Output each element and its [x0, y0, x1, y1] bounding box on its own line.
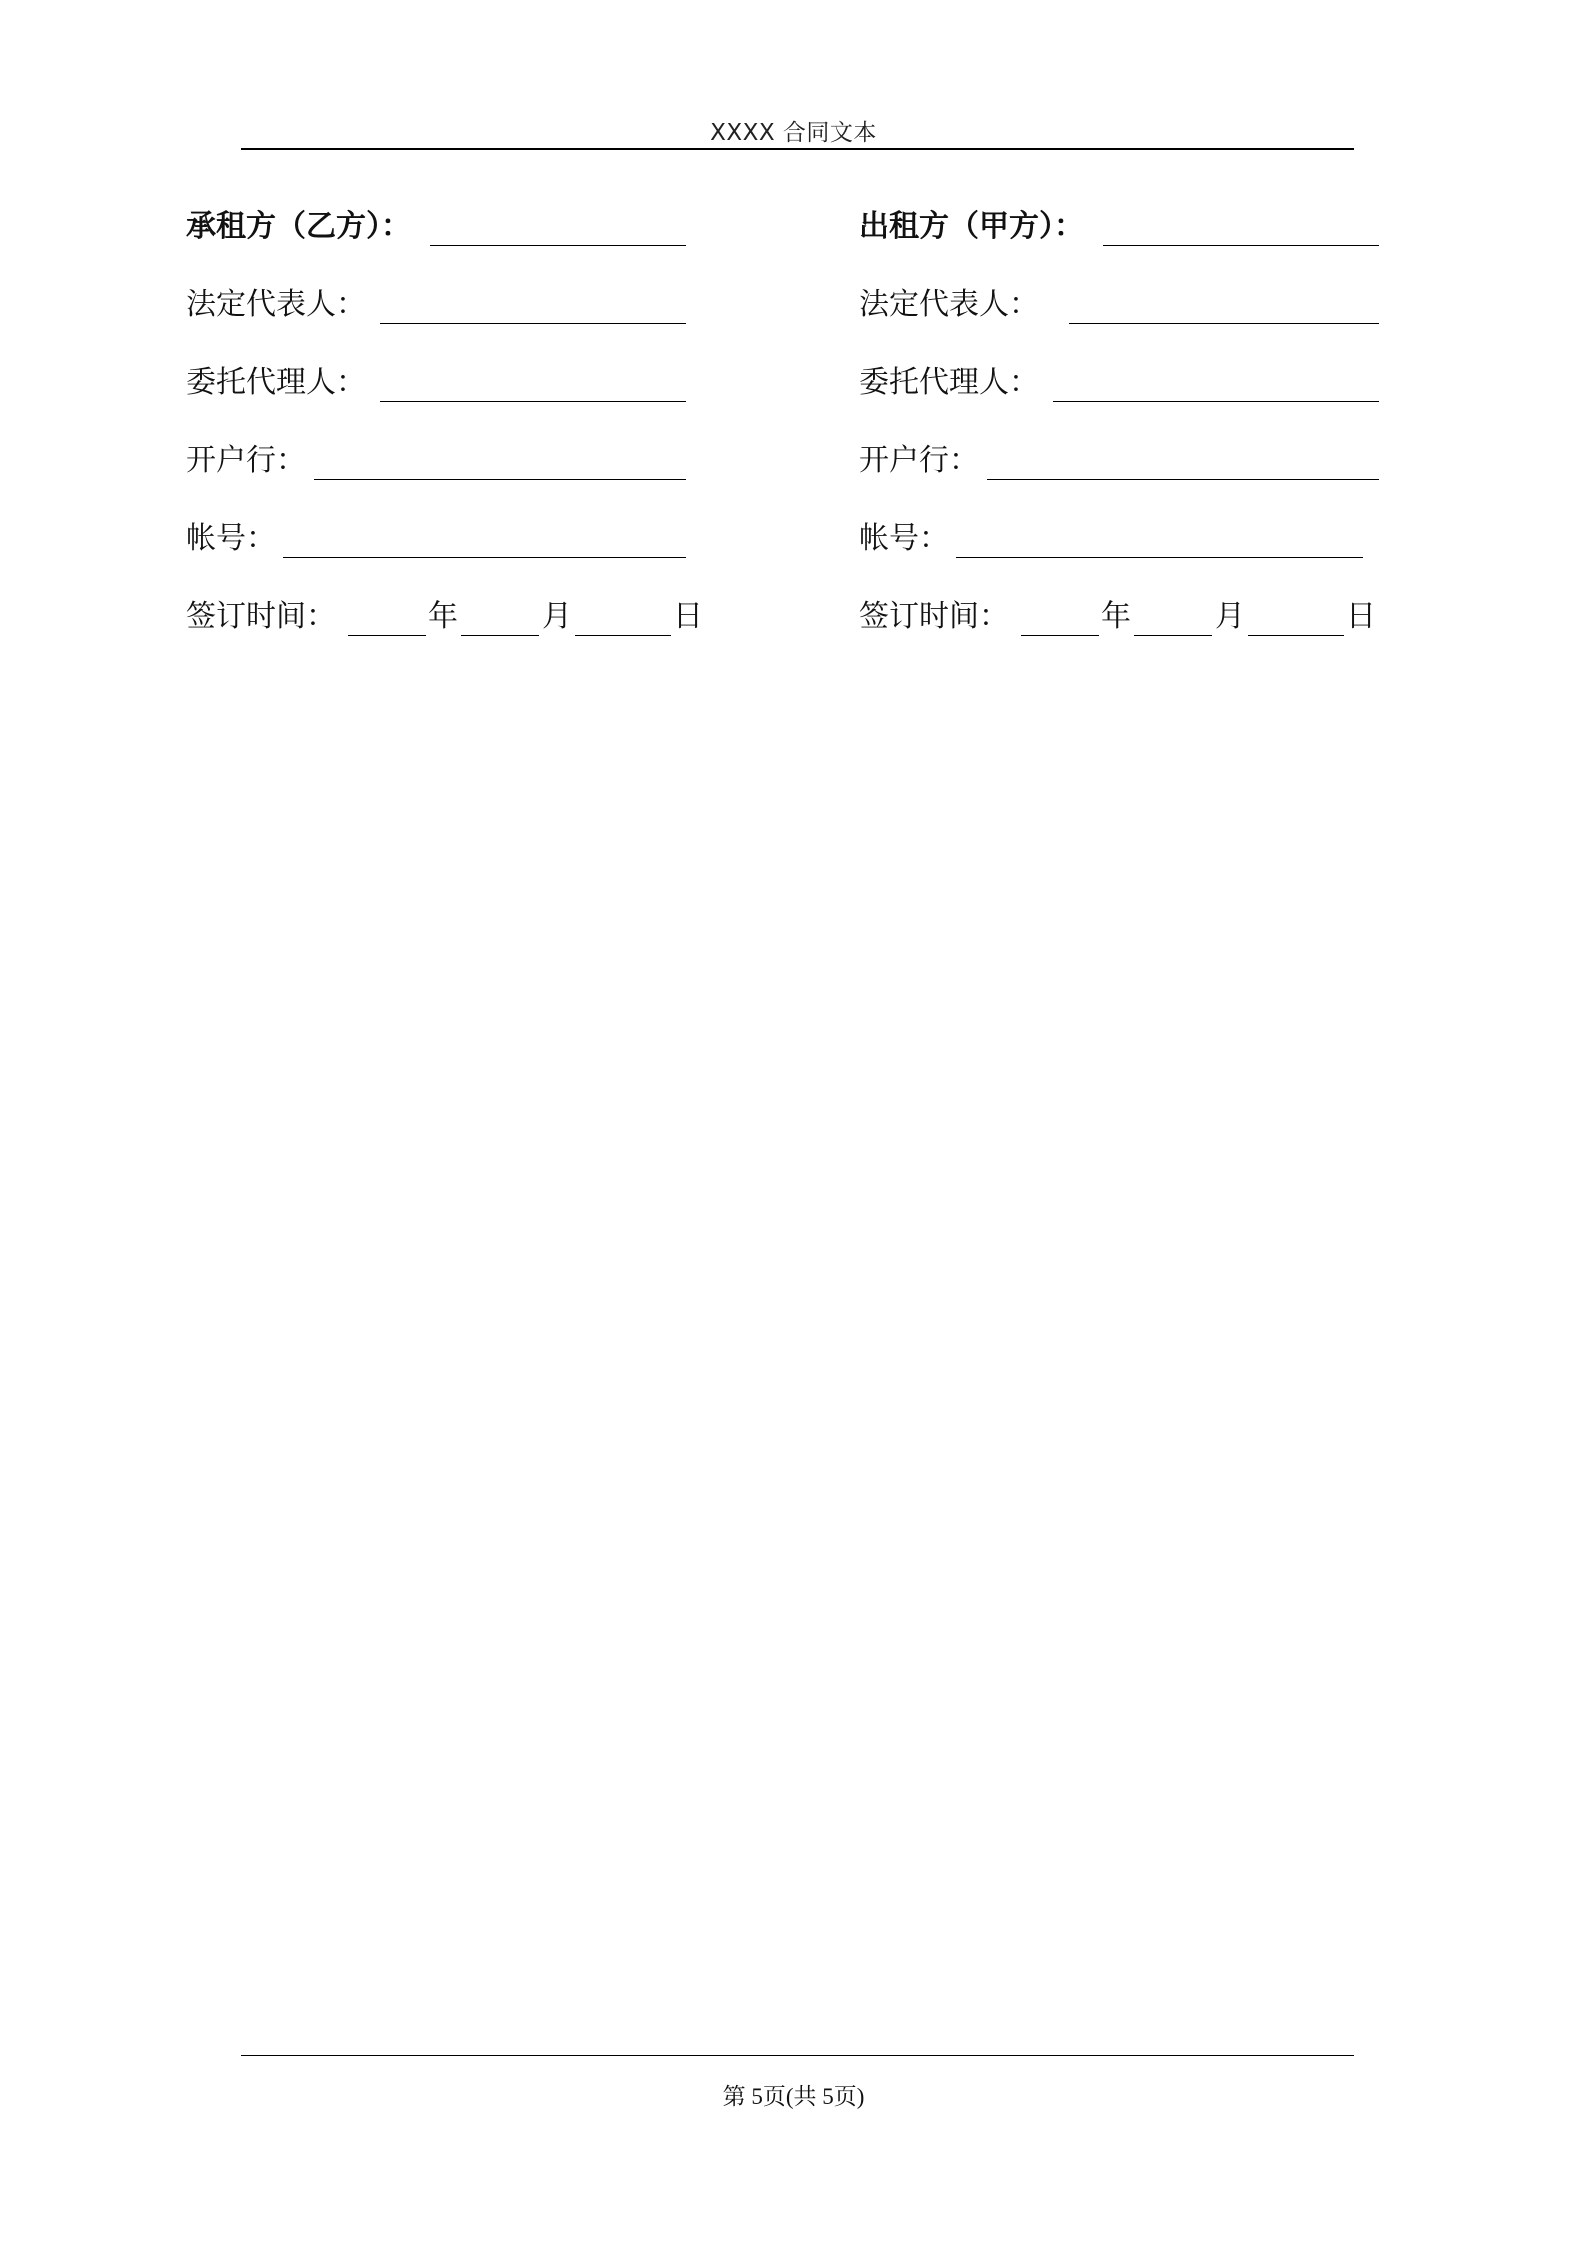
- right-legal-rep-field[interactable]: [1069, 323, 1379, 324]
- right-agent-row: [859, 363, 1379, 403]
- right-account-field[interactable]: [956, 557, 1363, 558]
- left-account-field[interactable]: [283, 557, 686, 558]
- footer-divider: [241, 2055, 1354, 2056]
- page-header-title: XXXX 合同文本: [710, 120, 877, 146]
- left-sign-time-row: [186, 597, 706, 637]
- left-agent-field[interactable]: [380, 401, 686, 402]
- left-day-field[interactable]: [575, 635, 671, 636]
- right-day-field[interactable]: [1248, 635, 1344, 636]
- right-bank-label: 开户行：: [859, 443, 979, 478]
- right-account-label: 帐号：: [859, 521, 949, 556]
- left-month-field[interactable]: [461, 635, 539, 636]
- right-legal-rep-row: [859, 285, 1379, 325]
- right-sign-time-label: 签订时间：: [859, 599, 1009, 634]
- header-divider: [241, 148, 1354, 150]
- left-bank-field[interactable]: [314, 479, 686, 480]
- left-bank-label: 开户行：: [186, 443, 306, 478]
- right-agent-field[interactable]: [1053, 401, 1379, 402]
- left-bank-row: [186, 441, 686, 481]
- left-day-label: 日: [673, 599, 703, 634]
- left-legal-rep-row: [186, 285, 686, 325]
- page-number: 第 5页(共 5页): [722, 2084, 865, 2109]
- left-party-label: 承租方（乙方）：: [186, 209, 411, 244]
- left-agent-label: 委托代理人：: [186, 365, 366, 400]
- right-legal-rep-label: 法定代表人：: [859, 287, 1039, 322]
- right-bank-field[interactable]: [987, 479, 1379, 480]
- left-sign-time-label: 签订时间：: [186, 599, 336, 634]
- left-year-field[interactable]: [348, 635, 426, 636]
- left-account-row: [186, 519, 686, 559]
- right-agent-label: 委托代理人：: [859, 365, 1039, 400]
- right-sign-time-row: [859, 597, 1389, 637]
- left-legal-rep-field[interactable]: [380, 323, 686, 324]
- right-year-field[interactable]: [1021, 635, 1099, 636]
- left-party-row: [186, 207, 686, 247]
- left-account-label: 帐号：: [186, 521, 276, 556]
- right-party-field[interactable]: [1103, 245, 1379, 246]
- right-month-label: 月: [1215, 599, 1245, 634]
- left-year-label: 年: [428, 599, 458, 634]
- right-account-row: [859, 519, 1379, 559]
- right-party-row: [859, 207, 1379, 247]
- right-party-label: 出租方（甲方）：: [859, 209, 1084, 244]
- right-year-label: 年: [1101, 599, 1131, 634]
- left-month-label: 月: [542, 599, 572, 634]
- left-party-field[interactable]: [430, 245, 686, 246]
- left-legal-rep-label: 法定代表人：: [186, 287, 366, 322]
- right-day-label: 日: [1346, 599, 1376, 634]
- right-month-field[interactable]: [1134, 635, 1212, 636]
- left-agent-row: [186, 363, 686, 403]
- right-bank-row: [859, 441, 1379, 481]
